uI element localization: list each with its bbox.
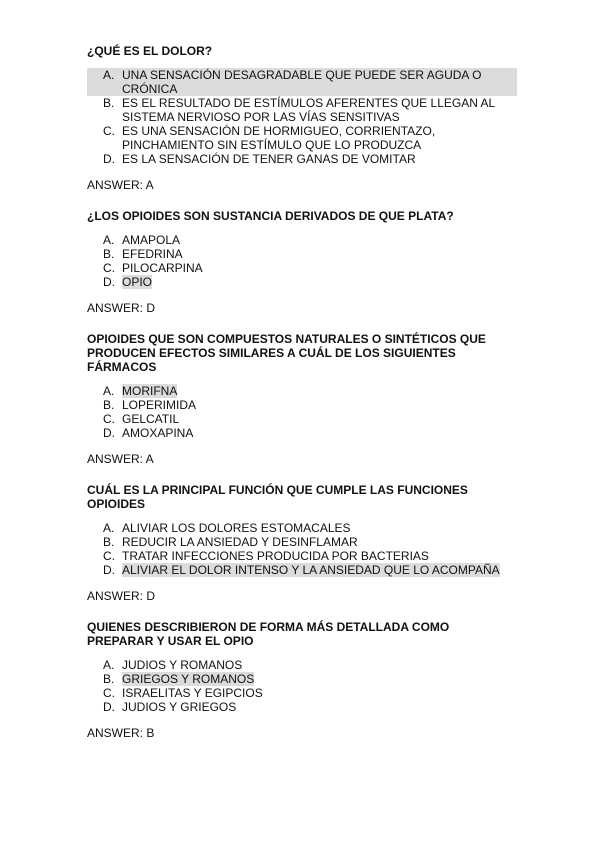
option-letter: C.	[103, 124, 115, 138]
option-5c	[87, 686, 517, 700]
option-1b	[87, 96, 517, 124]
option-letter: D.	[103, 426, 115, 440]
option-4b	[87, 535, 517, 549]
option-letter: B.	[103, 96, 115, 110]
option-text: JUDIOS Y ROMANOS	[122, 658, 243, 672]
option-highlight: MORIFNA	[122, 384, 178, 398]
option-letter: B.	[103, 398, 115, 412]
option-highlight: GRIEGOS Y ROMANOS	[122, 672, 255, 686]
option-text: AMOXAPINA	[122, 426, 194, 440]
option-letter: C.	[103, 549, 115, 563]
option-text: GELCATIL	[122, 412, 180, 426]
question-3-title: OPIOIDES QUE SON COMPUESTOS NATURALES O SINTÉTICOS QUE PRODUCEN EFECTOS SIMILARES A CUÁL DE LOS SIGUIENTES FÁRMACOS	[87, 332, 486, 374]
option-letter: B.	[103, 535, 115, 549]
option-5d	[87, 700, 517, 714]
option-3a	[87, 384, 517, 398]
option-4d	[87, 563, 517, 577]
question-2-answer: ANSWER: D	[87, 301, 156, 315]
question-5-answer: ANSWER: B	[87, 726, 155, 740]
option-1c	[87, 124, 517, 152]
option-2c	[87, 261, 517, 275]
option-letter: A.	[103, 521, 115, 535]
option-3b	[87, 398, 517, 412]
option-highlight: OPIO	[122, 275, 153, 289]
option-letter: D.	[103, 152, 115, 166]
question-2-options	[87, 233, 517, 289]
question-5-options	[87, 658, 517, 714]
question-2	[87, 209, 517, 315]
option-letter: A.	[103, 233, 115, 247]
option-5b	[87, 672, 517, 686]
option-text: REDUCIR LA ANSIEDAD Y DESINFLAMAR	[122, 535, 358, 549]
option-3d	[87, 426, 517, 440]
option-text: ES LA SENSACIÓN DE TENER GANAS DE VOMITAR	[122, 152, 416, 166]
option-letter: A.	[103, 68, 115, 82]
option-text: ES UNA SENSACIÓN DE HORMIGUEO, CORRIENTAZO, PINCHAMIENTO SIN ESTÍMULO QUE LO PRODUZCA	[122, 124, 436, 152]
option-3c	[87, 412, 517, 426]
option-text: ALIVIAR LOS DOLORES ESTOMACALES	[122, 521, 351, 535]
option-text	[122, 563, 517, 577]
option-2a	[87, 233, 517, 247]
option-letter: D.	[103, 275, 115, 289]
option-text: UNA SENSACIÓN DESAGRADABLE QUE PUEDE SER AGUDA O CRÓNICA	[122, 68, 482, 96]
option-letter: C.	[103, 412, 115, 426]
option-text: PILOCARPINA	[122, 261, 203, 275]
option-4c	[87, 549, 517, 563]
question-5	[87, 620, 517, 740]
question-5-title: QUIENES DESCRIBIERON DE FORMA MÁS DETALLADA COMO PREPARAR Y USAR EL OPIO	[87, 620, 450, 648]
quiz-document	[87, 44, 517, 757]
option-letter: A.	[103, 658, 115, 672]
option-letter: C.	[103, 686, 115, 700]
question-3-answer: ANSWER: A	[87, 452, 154, 466]
option-letter: C.	[103, 261, 115, 275]
question-1-options	[87, 68, 517, 166]
option-1d	[87, 152, 517, 166]
option-text: TRATAR INFECCIONES PRODUCIDA POR BACTERIAS	[122, 549, 429, 563]
option-highlight: ALIVIAR EL DOLOR INTENSO Y LA ANSIEDAD QUE LO ACOMPAÑA	[122, 563, 500, 577]
option-5a	[87, 658, 517, 672]
option-text	[122, 384, 517, 398]
option-text: AMAPOLA	[122, 233, 181, 247]
option-1a	[87, 68, 517, 96]
question-4-title: CUÁL ES LA PRINCIPAL FUNCIÓN QUE CUMPLE LAS FUNCIONES OPIOIDES	[87, 483, 468, 511]
question-2-title: ¿LOS OPIOIDES SON SUSTANCIA DERIVADOS DE QUE PLATA?	[87, 209, 454, 223]
option-text	[122, 672, 517, 686]
option-4a	[87, 521, 517, 535]
option-letter: B.	[103, 247, 115, 261]
question-1	[87, 44, 517, 192]
option-2d	[87, 275, 517, 289]
option-letter: A.	[103, 384, 115, 398]
question-4-answer: ANSWER: D	[87, 589, 156, 603]
option-text	[122, 275, 517, 289]
option-2b	[87, 247, 517, 261]
option-letter: B.	[103, 672, 115, 686]
question-4-options	[87, 521, 517, 577]
option-text: ISRAELITAS Y EGIPCIOS	[122, 686, 263, 700]
option-text: ES EL RESULTADO DE ESTÍMULOS AFERENTES QUE LLEGAN AL SISTEMA NERVIOSO POR LAS VÍAS SENSITIVAS	[122, 96, 495, 124]
option-letter: D.	[103, 700, 115, 714]
question-4	[87, 483, 517, 603]
question-3	[87, 332, 517, 466]
question-3-options	[87, 384, 517, 440]
option-text: JUDIOS Y GRIEGOS	[122, 700, 237, 714]
option-letter: D.	[103, 563, 115, 577]
option-text: EFEDRINA	[122, 247, 183, 261]
question-1-title: ¿QUÉ ES EL DOLOR?	[87, 44, 213, 58]
question-1-answer: ANSWER: A	[87, 178, 154, 192]
option-text: LOPERIMIDA	[122, 398, 197, 412]
